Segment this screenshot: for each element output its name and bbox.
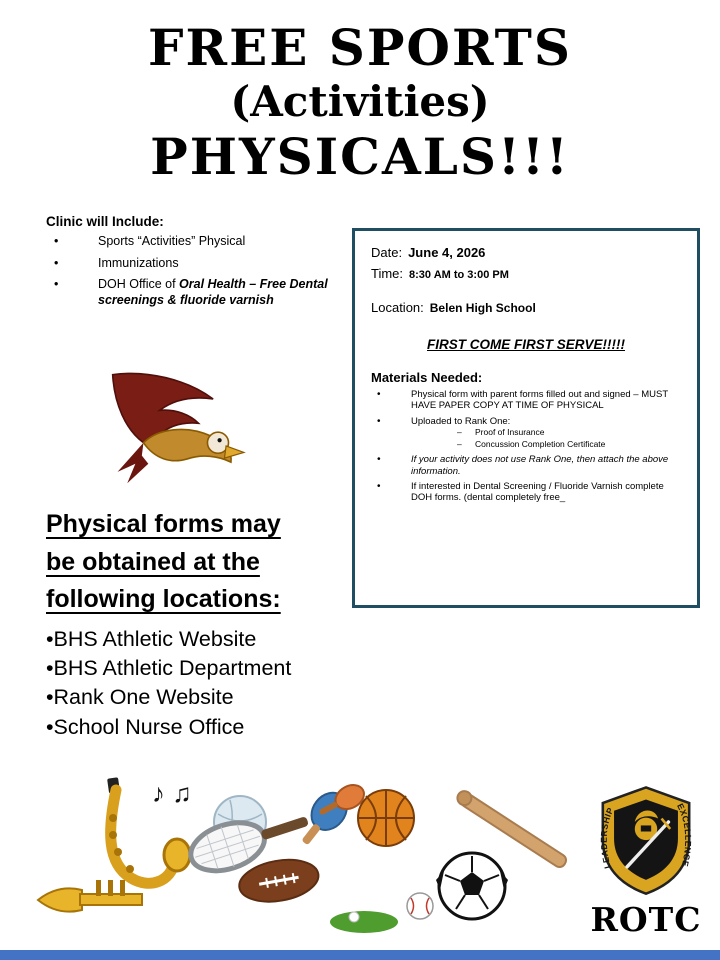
locations-section: [46, 506, 358, 742]
rotc-label: ROTC: [590, 900, 702, 939]
materials-item-text: If interested in Dental Screening / Fluoride Varnish complete DOH forms. (dental completely free_: [411, 480, 664, 504]
materials-item: [371, 454, 681, 477]
location-list-item: [46, 625, 358, 654]
clinic-item: [46, 234, 346, 250]
date-label: Date:: [371, 245, 403, 260]
clinic-item: [46, 256, 346, 272]
baseball-icon: [407, 893, 433, 919]
location-line: [371, 299, 681, 317]
rotc-shield-icon: [594, 784, 698, 898]
date-line: [371, 244, 681, 262]
rotc-logo: [584, 784, 708, 939]
flyer-title: [0, 18, 720, 187]
rotc-band-right-text: EXCELLENCE: [675, 801, 694, 868]
materials-item-text: If your activity does not use Rank One, then attach the above information.: [411, 454, 669, 477]
materials-item: [371, 481, 681, 504]
locations-heading: Physical forms may be obtained at the following locations:: [46, 510, 281, 613]
location-list-item: [46, 683, 358, 712]
materials-item-text: Physical form with parent forms filled out and signed – MUST HAVE PAPER COPY AT TIME OF PHYSICAL: [411, 389, 668, 412]
location-label: Location:: [371, 300, 424, 315]
materials-item: [371, 389, 681, 412]
title-line-3: PHYSICALS!!!: [150, 127, 570, 187]
clinic-item-emphasis: Oral Health – Free Dental screenings & fluoride varnish: [98, 277, 328, 307]
sports-clipart-collage: [34, 776, 594, 949]
eagle-mascot-icon: [90, 368, 252, 503]
location-list-item: [46, 713, 358, 742]
golf-green-icon: [330, 911, 398, 933]
title-line-2: (Activities): [230, 77, 490, 126]
materials-sub-item: [411, 427, 681, 438]
clinic-item-text: Sports “Activities” Physical: [98, 234, 246, 248]
materials-sub-item-text: Concussion Completion Certificate: [475, 438, 606, 449]
clinic-item-text: Immunizations: [98, 255, 179, 270]
trumpet-icon: [38, 880, 142, 912]
location-list-item-text: School Nurse Office: [53, 714, 245, 739]
time-value: 8:30 AM to 3:00 PM: [409, 269, 509, 281]
time-label: Time:: [371, 266, 404, 281]
location-list-item-text: Rank One Website: [53, 685, 234, 710]
clinic-section: [46, 214, 346, 315]
clinic-item: [46, 277, 346, 308]
clinic-item-text: DOH Office of: [98, 277, 180, 292]
soccer-ball-icon: [436, 853, 508, 919]
date-value: June 4, 2026: [408, 245, 486, 260]
music-notes-icon: ♪ ♫: [152, 778, 192, 808]
location-list-item: [46, 654, 358, 683]
info-box: [352, 228, 700, 608]
materials-sub-item-text: Proof of Insurance: [475, 427, 545, 438]
basketball-icon: [358, 790, 414, 846]
bottom-accent-strip: [0, 950, 720, 960]
first-come-first-serve-banner: FIRST COME FIRST SERVE!!!!!: [427, 337, 625, 352]
time-line: [371, 265, 681, 283]
location-value: Belen High School: [429, 301, 536, 315]
location-list-item-text: BHS Athletic Website: [53, 626, 257, 651]
materials-sub-item: [411, 439, 681, 450]
rotc-band-left-text: LEADERSHIP: [598, 805, 616, 870]
clinic-heading: Clinic will Include:: [46, 214, 164, 229]
materials-item-text: Uploaded to Rank One:: [411, 415, 511, 427]
location-list-item-text: BHS Athletic Department: [53, 655, 292, 680]
materials-item: [371, 416, 681, 450]
title-line-1: FREE SPORTS: [148, 18, 572, 77]
materials-heading: Materials Needed:: [371, 370, 483, 385]
